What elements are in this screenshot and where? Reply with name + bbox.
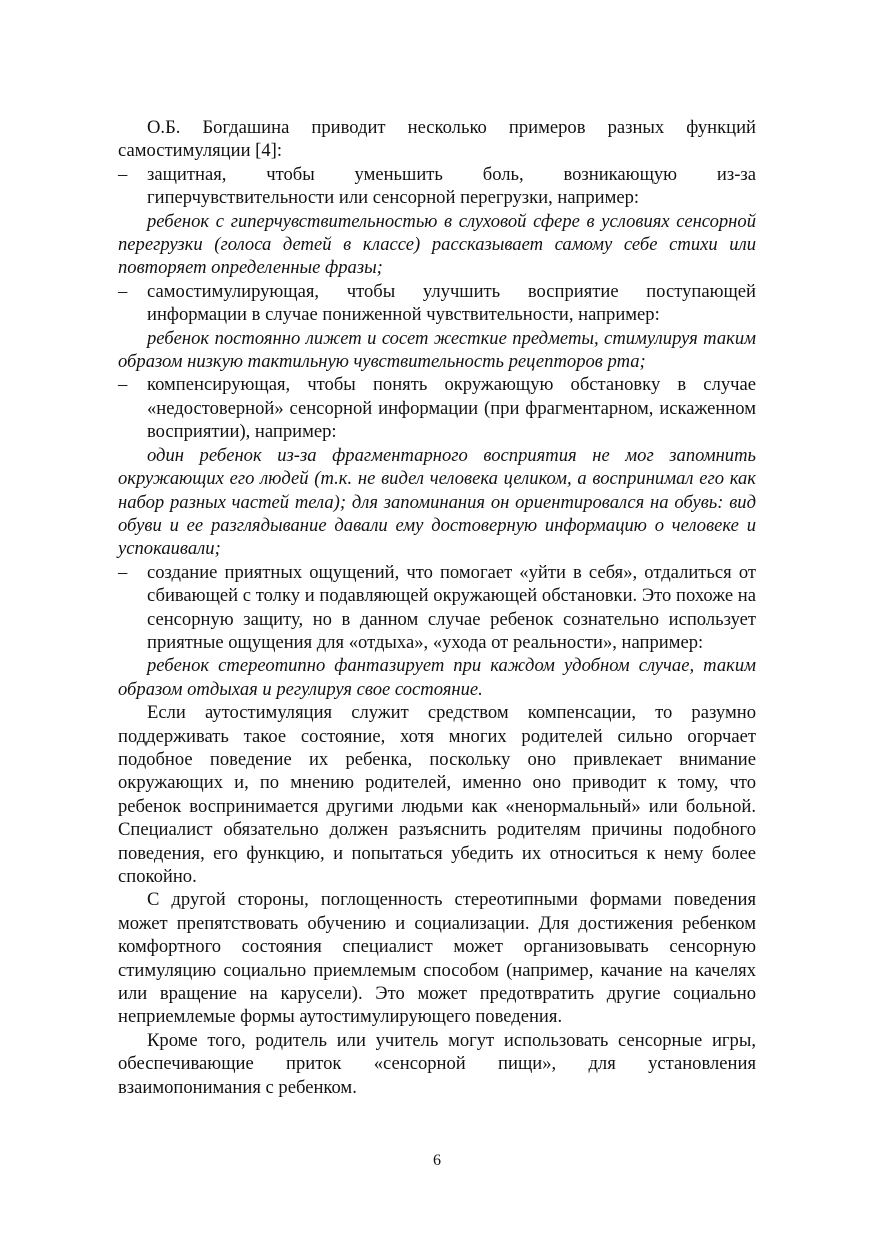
body-paragraph: Если аутостимуляция служит средством компенсации, то разумно поддерживать такое состояние, хотя многих родителей сильно огорчает подобное поведение их ребенка, поскольку оно привлекает внимание окружающих и, по мнению родителей, именно оно приводит к тому, что ребенок воспринимается другими людьми как «ненормальный» или больной. Специалист обязательно должен разъяснить родителям причины подобного поведения, его функцию, и попытаться убедить их относиться к нему более спокойно. [118, 702, 756, 887]
list-dash: – [118, 280, 128, 302]
list-dash: – [118, 163, 128, 185]
list-item-text: самостимулирующая, чтобы улучшить восприятие поступающей информации в случае пониженной чувствительности, например: [147, 280, 756, 326]
list-item-example: ребенок постоянно лижет и сосет жесткие предметы, стимулируя таким образом низкую тактильную чувствительность рецепторов рта; [118, 327, 756, 373]
intro-paragraph: О.Б. Богдашина приводит несколько примеров разных функций самостимуляции [4]: [118, 117, 756, 162]
body-paragraph: Кроме того, родитель или учитель могут использовать сенсорные игры, обеспечивающие приток «сенсорной пищи», для установления взаимопонимания с ребенком. [118, 1029, 756, 1098]
list-item-example: один ребенок из-за фрагментарного восприятия не мог запомнить окружающих его людей (т.к. не видел человека целиком, а воспринимал его как набор разных частей тела); для запоминания он ориентировался на обувь: вид обуви и ее разглядывание давали ему достоверную информацию о человеке и успокаивали; [118, 444, 756, 560]
list-dash: – [118, 374, 128, 396]
list-item [118, 561, 756, 655]
body-paragraph: С другой стороны, поглощенность стереотипными формами поведения может препятствовать обучению и социализации. Для достижения ребенком комфортного состояния специалист может организовывать сенсорную стимуляцию социально приемлемым способом (например, качание на качелях или вращение на карусели). Это может предотвратить другие социально неприемлемые формы аутостимулирующего поведения. [118, 889, 756, 1028]
list-item-text: создание приятных ощущений, что помогает «уйти в себя», отдалиться от сбивающей с толку и подавляющей окружающей обстановки. Это похоже на сенсорную защиту, но в данном случае ребенок сознательно использует приятные ощущения для «отдыха», «ухода от реальности», например: [147, 561, 756, 653]
list-item-example: ребенок с гиперчувствительностью в слуховой сфере в условиях сенсорной перегрузки (голоса детей в классе) рассказывает самому себе стихи или повторяет определенные фразы; [118, 210, 756, 279]
list-item [118, 373, 756, 443]
page-number: 6 [433, 1152, 441, 1169]
list-item-text: компенсирующая, чтобы понять окружающую обстановку в случае «недостоверной» сенсорной информации (при фрагментарном, искаженном восприятии), например: [147, 374, 756, 443]
list-item-example: ребенок стереотипно фантазирует при каждом удобном случае, таким образом отдыхая и регулируя свое состояние. [118, 655, 756, 700]
list-item-text: защитная, чтобы уменьшить боль, возникающую из-за гиперчувствительности или сенсорной перегрузки, например: [147, 163, 756, 209]
document-page [118, 116, 756, 1099]
list-dash: – [118, 561, 128, 583]
list-item [118, 163, 756, 210]
list-item [118, 280, 756, 327]
